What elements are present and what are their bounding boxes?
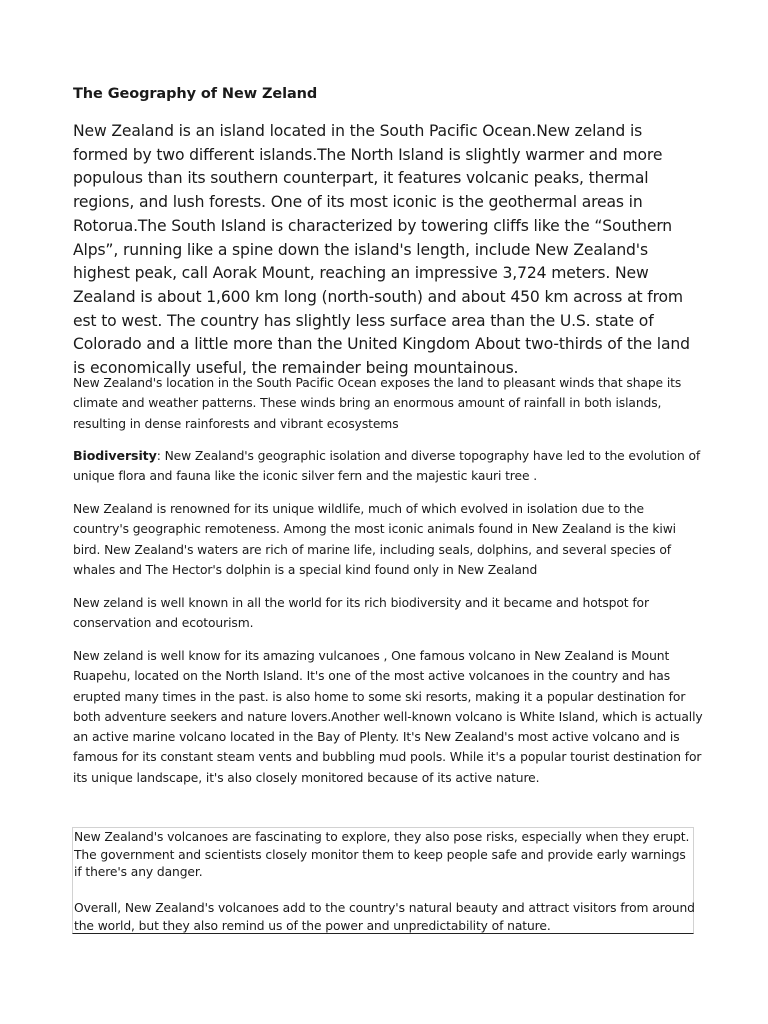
document-title: The Geography of New Zeland bbox=[73, 86, 318, 102]
biodiversity-text: : New Zealand's geographic isolation and diverse topography have led to the evolution of unique flora and fauna like the iconic silver fern and the majestic kauri tree . bbox=[73, 449, 701, 484]
biodiversity-paragraph bbox=[73, 446, 703, 487]
conclusion-paragraph: Overall, New Zealand's volcanoes add to the country's natural beauty and attract visitors from around the world, but they also remind us of the power and unpredictability of nature. bbox=[74, 901, 695, 933]
climate-paragraph: New Zealand's location in the South Pacific Ocean exposes the land to pleasant winds that shape its climate and weather patterns. These winds bring an enormous amount of rainfall in both islands, resulting in dense rainforests and vibrant ecosystems bbox=[73, 376, 682, 431]
wildlife-paragraph: New Zealand is renowned for its unique wildlife, much of which evolved in isolation due to the country's geographic remoteness. Among the most iconic animals found in New Zealand is the kiwi bird. New Zealand's waters are rich of marine life, including seals, dolphins, and several species of whales and The Hector's dolphin is a special kind found only in New Zealand bbox=[73, 502, 676, 577]
risks-paragraph: New Zealand's volcanoes are fascinating to explore, they also pose risks, especially when they erupt. The government and scientists closely monitor them to keep people safe and provide early warnings if there's any danger. bbox=[74, 830, 690, 879]
volcanoes-paragraph: New zeland is well know for its amazing vulcanoes , One famous volcano in New Zealand is Mount Ruapehu, located on the North Island. It's one of the most active volcanoes in the country and has erupted many times in the past. is also home to some ski resorts, making it a popular destination for both adventure seekers and nature lovers.Another well-known volcano is White Island, which is actually an active marine volcano located in the Bay of Plenty. It's New Zealand's most active volcano and is famous for its constant steam vents and bubbling mud pools. While it's a popular tourist destination for its unique landscape, it's also closely monitored because of its active nature. bbox=[73, 649, 703, 785]
biodiversity-term: Biodiversity bbox=[73, 448, 157, 463]
hotspot-paragraph: New zeland is well known in all the world for its rich biodiversity and it became and hotspot for conservation and ecotourism. bbox=[73, 596, 649, 631]
intro-paragraph: New Zealand is an island located in the South Pacific Ocean.New zeland is formed by two different islands.The North Island is slightly warmer and more populous than its southern counterpart, it features volcanic peaks, thermal regions, and lush forests. One of its most iconic is the geothermal areas in Rotorua.The South Island is characterized by towering cliffs like the “Southern Alps”, running like a spine down the island's length, include New Zealand's highest peak, call Aorak Mount, reaching an impressive 3,724 meters. New Zealand is about 1,600 km long (north-south) and about 450 km across at from est to west. The country has slightly less surface area than the U.S. state of Colorado and a little more than the United Kingdom About two-thirds of the land is economically useful, the remainder being mountainous. bbox=[73, 122, 690, 378]
volcano-risks-box bbox=[72, 827, 694, 934]
